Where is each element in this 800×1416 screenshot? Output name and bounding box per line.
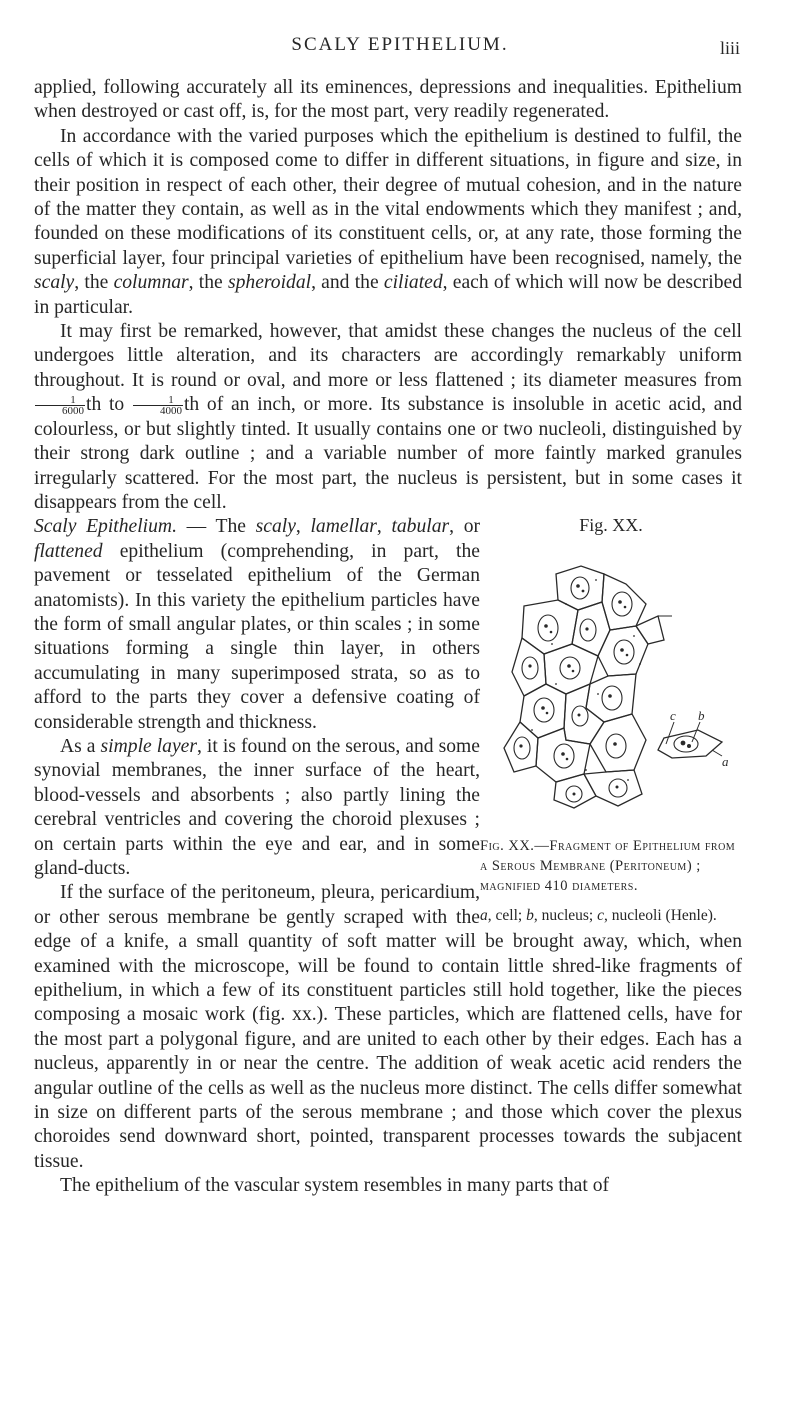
caption-legend: a, cell; b, nucleus; c, nucleoli (Henle). <box>480 906 717 924</box>
paragraph-2: In accordance with the varied purposes which the epithelium is destined to fulfil, the cells of which it is composed come to differ in different situations, in figure and size, in their position in respect of each other, their degree of mutual cohesion, and in the nature of the matter they contain, as well as in the vital endowments which they manifest ; and, founded on these modifications of its constituent cells, or, at any rate, those forming the superficial layer, four principal varieties of epithelium have been recognised, namely, the scaly, the columnar, the spheroidal, and the ciliated, each of which will now be described in particular. <box>34 125 743 318</box>
fraction-one-6000th: $\frac{1}{6000}$ <box>35 395 85 416</box>
figure-xx <box>480 513 742 925</box>
paragraph-1: applied, following accurately all its eminences, depressions and inequalities. Epithelium when destroyed or cast off, is, for the most part, very readily regenerated. <box>34 77 742 123</box>
page-number: liii <box>719 38 740 58</box>
figure-letter-b: b <box>698 707 705 723</box>
body-text <box>34 76 742 1199</box>
running-head: SCALY EPITHELIUM. <box>291 34 509 55</box>
paragraph-simple-layer: As a simple layer, it is found on the serous, and some synovial membranes, the inner surface of the heart, blood-vessels and absorbents ; also partly lining the cerebral ventricles and covering the choroid plexuses ; on certain parts within the eye and ear, and in some gland-ducts. <box>34 735 480 879</box>
figure-label: Fig. XX. <box>579 515 643 536</box>
paragraph-scaly-epithelium: Scaly Epithelium. — The scaly, lamellar, tabular, or flattened epithelium (comprehending, in part, the pavement or tesselated epithelium of the German anatomists). In this variety the epithelium particles have the form of small angular plates, or thin scales ; in some situations forming a single thin layer, in others accumulating in many superimposed strata, so as to afford to the parts they cover a defensive coating of considerable strength and thickness. <box>34 516 481 733</box>
paragraph-peritoneum: If the surface of the peritoneum, pleura, pericardium, or other serous membrane be gently scraped with the edge of a knife, a small quantity of soft matter will be brought away, which, when examined with the microscope, will be found to contain little shred-like fragments of epithelium, in which a few of its constituent particles still hold together, like the pieces composing a mosaic work (fig. xx.). These particles, which are flattened cells, have for the most part a polygonal figure, and are united to each other by their edges. Each has a nucleus, apparently in or near the centre. The addition of weak acetic acid renders the angular outline of the cells as well as the nucleus more distinct. The cells differ somewhat in size on different parts of the serous membrane ; and those which cover the plexus choroides send downward short, pointed, transparent processes towards the subjacent tissue. <box>34 882 742 1172</box>
fraction-one-4000th: $\frac{1}{4000}$ <box>133 395 183 416</box>
paragraph-3: It may first be remarked, however, that amidst these changes the nucleus of the cell undergoes little alteration, and its characters are accordingly remarkably uniform throughout. It is round or oval, and more or less flattened ; its diameter measures from $\frac{1}{6000}$ th to $\frac{1}{4000}$ th of an inch, or more. Its substance is insoluble in acetic acid, and colourless, or but slightly tinted. It usually contains one or two nucleoli, distinguished by their strong dark outline ; and a variable number of more faintly marked granules irregularly scattered. For the most part, the nucleus is persistent, but in some cases it disappears from the cell. <box>34 321 743 513</box>
figure-caption <box>480 836 742 926</box>
wrapped-text-column <box>34 515 480 881</box>
epithelium-illustration <box>486 544 736 814</box>
caption-title: Fig. XX.—Fragment of Epithelium from a Serous Membrane (Peritoneum) ; magnified 410 diameters. <box>480 837 736 894</box>
figure-letter-a: a <box>722 753 729 769</box>
paragraph-vascular: The epithelium of the vascular system resembles in many parts that of <box>60 1175 610 1197</box>
figure-letter-c: c <box>670 707 676 723</box>
